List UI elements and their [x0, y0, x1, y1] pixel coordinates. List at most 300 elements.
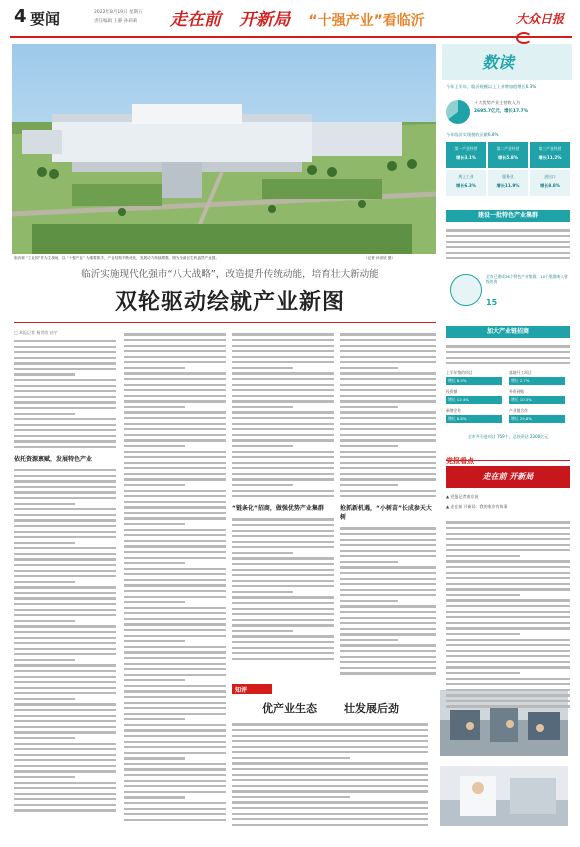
text-line	[124, 646, 226, 648]
text-line	[14, 379, 116, 381]
text-line	[14, 570, 116, 572]
text-line	[124, 333, 226, 335]
text-line	[124, 540, 226, 542]
stat-cell-value: 增长11.9%	[496, 183, 520, 188]
text-line	[124, 774, 226, 776]
text-line	[232, 574, 334, 576]
lab-worker-image	[440, 766, 568, 826]
text-line	[124, 607, 226, 609]
text-line	[446, 345, 570, 347]
text-line	[232, 613, 334, 615]
text-line	[124, 473, 226, 475]
text-line	[232, 356, 334, 358]
text-line	[14, 536, 116, 538]
text-line	[446, 577, 570, 579]
stat-bar	[509, 389, 569, 405]
text-line	[446, 683, 570, 685]
text-line	[14, 508, 116, 510]
subhead-3: 抢抓新机遇，“小树苗”长成参天大树	[340, 505, 432, 522]
text-line	[124, 534, 226, 536]
photo-credit: （记者 孙世欣 摄）	[364, 256, 396, 260]
text-line	[232, 652, 334, 654]
text-line	[14, 340, 116, 342]
text-line	[232, 378, 334, 380]
text-line	[340, 572, 436, 574]
article-text-lines	[232, 333, 334, 497]
text-line	[124, 674, 226, 676]
campaign-banner	[170, 5, 470, 31]
data-reading-title: 数读	[482, 53, 515, 72]
section1-value: 15	[486, 298, 498, 307]
text-line	[340, 484, 398, 486]
text-line	[124, 568, 226, 570]
text-line	[232, 779, 428, 781]
text-line	[124, 651, 226, 653]
text-line	[14, 642, 116, 644]
text-line	[124, 378, 226, 380]
text-line	[14, 614, 116, 616]
text-line	[14, 770, 116, 772]
text-line	[124, 345, 226, 347]
text-line	[14, 698, 75, 700]
text-line	[14, 357, 116, 359]
text-line	[446, 235, 570, 237]
stat-bar	[509, 370, 569, 386]
text-line	[232, 384, 334, 386]
text-line	[340, 617, 436, 619]
text-line	[124, 718, 185, 720]
text-line	[340, 672, 436, 674]
text-line	[124, 467, 226, 469]
section1-note: 全市已建成26个特色产业集群，10个集群纳入省级培育	[486, 274, 568, 285]
text-line	[232, 563, 334, 565]
stat-cell-label: 服务业	[502, 174, 514, 179]
text-line	[232, 569, 334, 571]
text-line	[14, 681, 116, 683]
qr-caption-1: ▲ 党报记者南京说	[446, 494, 479, 499]
commentary-title-right: 壮发展后劲	[344, 702, 399, 715]
text-line	[340, 439, 436, 441]
text-line	[446, 666, 570, 668]
text-line	[446, 661, 570, 663]
text-line	[124, 601, 185, 603]
text-line	[14, 625, 116, 627]
text-line	[124, 451, 226, 453]
text-line	[232, 361, 334, 363]
text-line	[232, 801, 428, 803]
text-line	[124, 484, 185, 486]
commentary-tag: 知评	[232, 684, 272, 694]
text-line	[14, 754, 116, 756]
text-line	[14, 413, 75, 415]
data-reading-header	[442, 44, 572, 80]
stat-bar	[509, 408, 569, 424]
text-line	[14, 480, 116, 482]
text-line	[14, 743, 116, 745]
section1-icons	[446, 268, 570, 320]
text-line	[232, 350, 334, 352]
stat-cell-label: 第三产业经营	[538, 146, 562, 151]
text-line	[14, 670, 116, 672]
text-line	[232, 445, 293, 447]
text-line	[14, 390, 116, 392]
text-line	[340, 445, 398, 447]
text-line	[124, 696, 226, 698]
text-line	[124, 372, 226, 374]
industrial-park-aerial-image	[12, 44, 436, 266]
text-line	[232, 641, 334, 643]
text-line	[232, 333, 334, 335]
text-line	[232, 596, 334, 598]
text-line	[14, 401, 116, 403]
text-line	[124, 796, 185, 798]
stat-bar-value: 增长 12.4%	[446, 396, 502, 404]
text-line	[124, 808, 226, 810]
text-line	[340, 400, 436, 402]
text-line	[124, 707, 226, 709]
headline-rule	[14, 322, 436, 323]
stat-bar	[446, 389, 506, 405]
text-line	[124, 478, 226, 480]
text-line	[232, 524, 334, 526]
section1-text-lines	[446, 229, 570, 259]
text-line	[14, 809, 116, 811]
main-photo	[12, 44, 436, 266]
text-line	[124, 523, 185, 525]
stat-cell-label: 规上工业	[458, 174, 474, 179]
text-line	[446, 362, 570, 364]
text-line	[124, 406, 185, 408]
text-line	[14, 542, 75, 544]
text-line	[340, 434, 436, 436]
stat-cell	[530, 170, 570, 196]
text-line	[232, 746, 428, 748]
text-line	[124, 780, 226, 782]
text-line	[232, 345, 334, 347]
section2-title: 加大产业链招商	[486, 328, 529, 335]
section1-body	[446, 226, 570, 264]
text-line	[340, 555, 436, 557]
text-line	[446, 672, 520, 674]
text-line	[232, 339, 334, 341]
text-line	[14, 503, 75, 505]
text-line	[124, 729, 226, 731]
text-line	[14, 676, 116, 678]
text-line	[14, 362, 116, 364]
text-line	[124, 389, 226, 391]
text-line	[14, 659, 75, 661]
text-line	[232, 658, 334, 660]
text-line	[14, 429, 116, 431]
text-line	[232, 608, 334, 610]
text-line	[232, 439, 334, 441]
text-line	[340, 644, 436, 646]
section2-title-bar	[446, 326, 570, 338]
section2-text-lines	[446, 345, 570, 364]
text-line	[124, 417, 226, 419]
text-line	[446, 694, 570, 696]
text-line	[340, 467, 436, 469]
text-line	[232, 484, 293, 486]
text-line	[14, 525, 116, 527]
text-line	[232, 751, 428, 753]
text-line	[232, 518, 334, 520]
text-line	[340, 478, 436, 480]
text-line	[340, 527, 436, 529]
text-line	[124, 702, 226, 704]
stat-bar-label: 上半年签约项目	[446, 370, 473, 375]
text-line	[14, 648, 116, 650]
text-line	[124, 785, 226, 787]
text-line	[124, 690, 226, 692]
text-line	[340, 356, 436, 358]
text-line	[232, 591, 293, 593]
text-line	[14, 575, 116, 577]
text-line	[14, 782, 116, 784]
section2-bars	[446, 370, 570, 430]
stat-1: 今年上半年，临沂规模以上工业增加值增长6.3%	[446, 84, 537, 89]
sidebar	[442, 44, 572, 684]
text-line	[124, 746, 226, 748]
text-line	[446, 246, 570, 248]
section-name: 要闻	[30, 10, 61, 28]
text-line	[340, 589, 436, 591]
stat-cell-label: 进出口	[544, 174, 556, 179]
article-text-lines	[232, 518, 334, 660]
text-line	[124, 439, 226, 441]
text-line	[14, 787, 116, 789]
subhead-2: “链条化”招商，做强优势产业集群	[232, 505, 324, 513]
text-line	[446, 357, 570, 359]
text-line	[446, 252, 570, 254]
text-line	[124, 584, 226, 586]
text-line	[340, 583, 436, 585]
text-line	[340, 473, 436, 475]
text-line	[446, 616, 570, 618]
headline-title: 双轮驱动绘就产业新图	[114, 290, 345, 315]
text-line	[124, 506, 226, 508]
article-text-lines	[340, 527, 436, 676]
text-line	[340, 533, 436, 535]
text-line	[446, 555, 520, 557]
stat-cell-value: 增长5.8%	[498, 155, 518, 160]
text-line	[124, 400, 226, 402]
text-line	[232, 602, 334, 604]
text-line	[340, 650, 436, 652]
stat-bar-value: 增长 2.7%	[509, 377, 565, 385]
text-line	[232, 735, 428, 737]
text-line	[340, 367, 398, 369]
article-col-2	[124, 330, 226, 828]
text-line	[14, 418, 116, 420]
text-line	[14, 514, 116, 516]
text-line	[124, 623, 226, 625]
text-line	[232, 723, 428, 725]
text-line	[232, 467, 334, 469]
text-line	[446, 611, 570, 613]
article-col-1	[14, 330, 116, 828]
text-line	[446, 633, 520, 635]
text-line	[124, 495, 226, 497]
text-line	[232, 478, 334, 480]
text-line	[232, 729, 428, 731]
text-line	[232, 813, 428, 815]
text-line	[340, 544, 436, 546]
stat-bar	[446, 408, 506, 424]
wechat-section	[446, 448, 570, 465]
text-line	[124, 529, 226, 531]
text-line	[232, 796, 350, 798]
text-line	[124, 490, 226, 492]
stat-cell	[488, 170, 528, 196]
text-line	[124, 657, 226, 659]
text-line	[232, 395, 334, 397]
text-line	[14, 475, 116, 477]
text-line	[232, 473, 334, 475]
stat-bar-value: 增长 8.8%	[446, 415, 502, 423]
text-line	[340, 395, 436, 397]
text-line	[446, 655, 570, 657]
text-line	[232, 762, 428, 764]
text-line	[232, 411, 334, 413]
text-line	[446, 560, 570, 562]
text-line	[14, 620, 75, 622]
text-line	[124, 813, 226, 815]
text-line	[124, 434, 226, 436]
text-line	[232, 552, 293, 554]
text-line	[124, 428, 226, 430]
paper-logo: 大众日报	[516, 8, 580, 46]
text-line	[340, 417, 436, 419]
text-line	[232, 585, 334, 587]
article-col-3	[232, 330, 334, 676]
text-line	[340, 361, 436, 363]
text-line	[340, 633, 436, 635]
section1-title: 建设一批特色产业集群	[477, 212, 538, 219]
text-line	[340, 550, 436, 552]
text-line	[232, 557, 334, 559]
text-line	[124, 819, 226, 821]
text-line	[14, 558, 116, 560]
text-line	[124, 411, 226, 413]
stat-cell	[446, 142, 486, 168]
stat-cell-label: 第一产业经营	[454, 146, 478, 151]
text-line	[446, 583, 570, 585]
text-line	[124, 361, 226, 363]
text-line	[232, 740, 428, 742]
text-line	[232, 462, 334, 464]
text-line	[124, 579, 226, 581]
text-line	[340, 428, 436, 430]
factory-icon	[450, 274, 482, 306]
stat-bar-label: 投资额	[446, 389, 458, 394]
text-line	[232, 635, 334, 637]
text-line	[124, 339, 226, 341]
text-line	[124, 757, 185, 759]
text-line	[446, 678, 570, 680]
text-line	[232, 451, 334, 453]
text-line	[232, 400, 334, 402]
text-line	[232, 434, 334, 436]
text-line	[340, 490, 436, 492]
text-line	[340, 411, 436, 413]
text-line	[446, 351, 570, 353]
text-line	[232, 406, 293, 408]
article-text-lines	[14, 340, 116, 448]
stat-grid	[446, 142, 570, 198]
text-line	[14, 531, 116, 533]
text-line	[232, 490, 334, 492]
text-line	[14, 703, 116, 705]
section2-body	[446, 342, 570, 366]
text-line	[446, 594, 520, 596]
masthead	[0, 0, 580, 44]
text-line	[340, 661, 436, 663]
text-line	[446, 544, 570, 546]
text-line	[124, 590, 226, 592]
text-line	[446, 538, 570, 540]
text-line	[14, 692, 116, 694]
article-col-4	[340, 330, 436, 676]
text-line	[446, 650, 570, 652]
campaign-part-2: 开新局	[239, 10, 291, 30]
text-line	[232, 757, 350, 759]
text-line	[14, 491, 116, 493]
text-line	[124, 679, 185, 681]
text-line	[232, 768, 428, 770]
stat-bar-value: 增长 10.5%	[509, 396, 565, 404]
text-line	[232, 530, 334, 532]
text-line	[14, 385, 116, 387]
campaign-part-1: 走在前	[170, 10, 221, 30]
text-line	[340, 667, 436, 669]
text-line	[124, 367, 185, 369]
stat-cell-value: 增长8.8%	[540, 183, 560, 188]
text-line	[124, 596, 226, 598]
text-line	[14, 346, 116, 348]
text-line	[14, 553, 116, 555]
text-line	[124, 724, 226, 726]
page-number: 4	[14, 6, 27, 27]
text-line	[446, 700, 570, 702]
text-line	[124, 685, 226, 687]
text-line	[124, 635, 226, 637]
stat-bar-label: 落地开工项目	[509, 370, 532, 375]
section1-title-bar	[446, 210, 570, 222]
text-line	[14, 609, 116, 611]
text-line	[446, 229, 570, 231]
text-line	[124, 456, 226, 458]
text-line	[232, 372, 334, 374]
text-line	[446, 241, 570, 243]
text-line	[14, 373, 75, 375]
text-line	[14, 720, 116, 722]
text-line	[124, 517, 226, 519]
article-byline: □ 本报记者 杨世欣 孙宇	[14, 330, 58, 335]
text-line	[340, 594, 436, 596]
text-line	[340, 451, 436, 453]
text-line	[232, 546, 334, 548]
article-text-lines	[14, 469, 116, 811]
stat-3: 今年临沂实现税收贡献6.8%	[446, 132, 499, 137]
stat-cell	[488, 142, 528, 168]
text-line	[232, 535, 334, 537]
text-line	[124, 791, 226, 793]
text-line	[446, 622, 570, 624]
text-line	[14, 351, 116, 353]
text-line	[14, 637, 116, 639]
text-line	[14, 731, 116, 733]
